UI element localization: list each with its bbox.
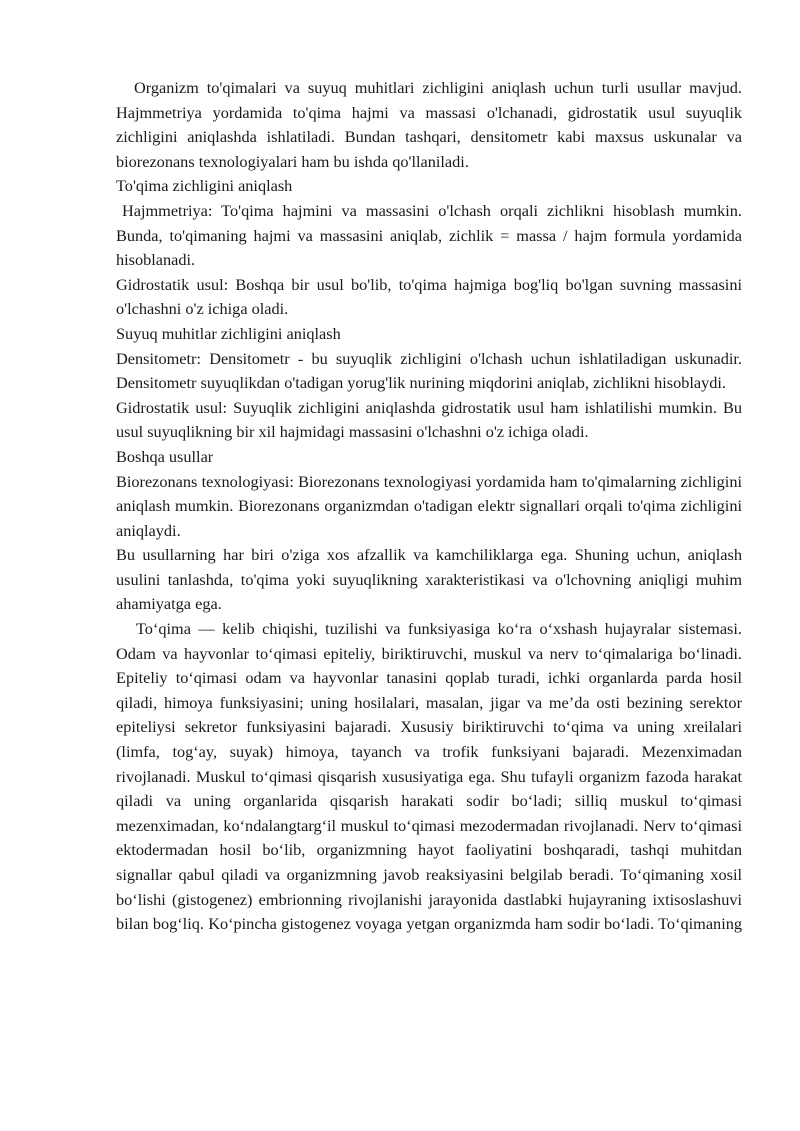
paragraph-tissue-definition: To‘qima — kelib chiqishi, tuzilishi va funksiyasiga ko‘ra o‘xshash hujayralar sistemasi. Odam va hayvonlar to‘qimasi epiteliy, biriktiruvchi, muskul va nerv to‘qimalariga bo‘linadi. Epiteliy to‘qimasi odam va hayvonlar tanasini qoplab turadi, ichki organlarda parda hosil qiladi, himoya funksiyasini; uning hosilalari, masalan, jigar va me’da osti bezining serektor epiteliysi sekretor funksiyasini bajaradi. Xususiy biriktiruvchi to‘qima va uning xreilalari (limfa, tog‘ay, suyak) himoya, tayanch va trofik funksiyani bajaradi. Mezenximadan rivojlanadi. Muskul to‘qimasi qisqarish xususiyatiga ega. Shu tufayli organizm fazoda harakat qiladi va uning organlarida qisqarish harakati sodir bo‘ladi; silliq muskul to‘qimasi mezenximadan, ko‘ndalangtarg‘il muskul to‘qimasi mezodermadan rivojlanadi. Nerv to‘qimasi ektodermadan hosil bo‘lib, organizmning hayot faoliyatini boshqaradi, tashqi muhitdan signallar qabul qiladi va organizmning javob reaksiyasini belgilab beradi. To‘qimaning xosil bo‘lishi (gistogenez) embrionning rivojlanishi jarayonida dastlabki hujayraning ixtisoslashuvi bilan bog‘liq. Ko‘pincha gistogenez voyaga yetgan organizmda ham sodir bo‘ladi. To‘qimaning [116, 619, 742, 934]
paragraph-hajmmetriya: Hajmmetriya: To'qima hajmini va massasini o'lchash orqali zichlikni hisoblash mumkin. Bunda, to'qimaning hajmi va massasini aniqlab, zichlik = massa / hajm formula yordamida hisoblanadi. [116, 200, 742, 270]
paragraph-hydrostatic-tissue: Gidrostatik usul: Boshqa bir usul bo'lib, to'qima hajmiga bog'liq bo'lgan suvning massasini o'lchashni o'z ichiga oladi. [116, 274, 742, 319]
paragraph-summary: Bu usullarning har biri o'ziga xos afzallik va kamchiliklarga ega. Shuning uchun, aniqlash usulini tanlashda, to'qima yoki suyuqlikning xarakteristikasi va o'lchovning aniqligi muhim ahamiyatga ega. [116, 545, 742, 614]
section-heading-other-methods: Boshqa usullar [116, 446, 214, 466]
section-heading-tissue-density: To'qima zichligini aniqlash [116, 176, 293, 196]
section-heading-fluid-density: Suyuq muhitlar zichligini aniqlash [116, 323, 341, 343]
paragraph-intro: Organizm to'qimalari va suyuq muhitlari zichligini aniqlash uchun turli usullar mavjud. Hajmmetriya yordamida to'qima hajmi va massasi o'lchanadi, gidrostatik usul suyuqlik zichligini aniqlashda ishlatiladi. Bundan tashqari, densitometr kabi maxsus uskunalar va biorezonans texnologiyalari ham bu ishda qo'llaniladi. [116, 78, 742, 171]
paragraph-bioresonance: Biorezonans texnologiyasi: Biorezonans texnologiyasi yordamida ham to'qimalarning zichligini aniqlash mumkin. Biorezonans organizmdan o'tadigan elektr signallari orqali to'qima zichligini aniqlaydi. [116, 471, 742, 540]
paragraph-densitometer: Densitometr: Densitometr - bu suyuqlik zichligini o'lchash uchun ishlatiladigan uskunadir. Densitometr suyuqlikdan o'tadigan yorug'lik nurining miqdorini aniqlab, zichlikni hisoblaydi. [116, 348, 742, 393]
document-page [116, 76, 742, 937]
paragraph-hydrostatic-fluid: Gidrostatik usul: Suyuqlik zichligini aniqlashda gidrostatik usul ham ishlatilishi mumkin. Bu usul suyuqlikning bir xil hajmidagi massasini o'lchashni o'z ichiga oladi. [116, 397, 742, 442]
